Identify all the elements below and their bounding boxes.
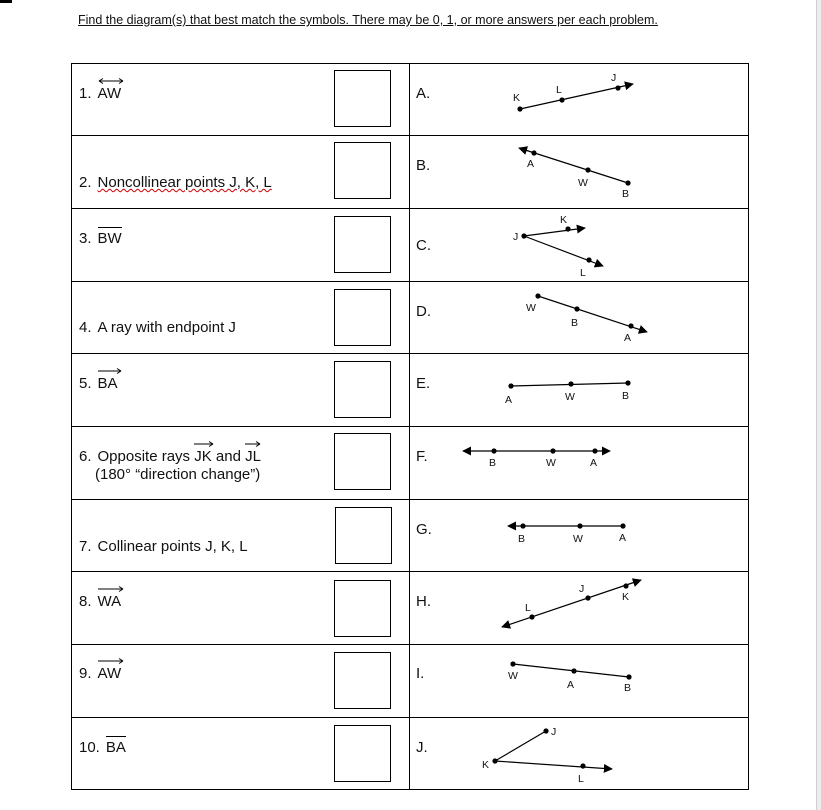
answer-box-7[interactable] (335, 507, 392, 564)
point-label: W (565, 391, 575, 403)
ray-arrow-icon (98, 658, 124, 664)
ray-symbol: JL (245, 448, 261, 466)
ray-symbol: JK (194, 448, 212, 466)
problem-9: 9. AW (79, 665, 121, 683)
point-label: A (527, 158, 535, 170)
point-label: J (513, 231, 519, 243)
segment-symbol: BA (106, 739, 126, 757)
point-label: B (489, 457, 497, 469)
problem-6: 6. Opposite rays JK and JL (79, 448, 261, 466)
ray-symbol: WA (98, 593, 122, 611)
problem-2: 2. Noncollinear points J, K, L (79, 174, 272, 191)
point-label: L (580, 267, 586, 279)
answer-box-2[interactable] (334, 142, 391, 199)
page-edge (816, 0, 821, 810)
answer-box-5[interactable] (334, 361, 391, 418)
point-label: B (622, 188, 630, 200)
ray-arrow-icon (194, 441, 214, 447)
choice-letter-b: B. (416, 157, 431, 174)
answer-box-8[interactable] (334, 580, 391, 637)
segment-symbol: BW (98, 230, 122, 248)
point-label: W (573, 533, 583, 545)
choice-letter-i: I. (416, 665, 425, 682)
choice-letter-a: A. (416, 85, 431, 102)
point-label: A (567, 679, 575, 691)
point-label: A (624, 332, 632, 344)
point-label: L (556, 84, 562, 96)
diagram-h (502, 580, 641, 627)
double-arrow-icon (98, 78, 124, 84)
point-label: B (571, 317, 579, 329)
diagram-i (508, 661, 632, 694)
point-label: A (619, 532, 627, 544)
diagram-c (513, 214, 603, 279)
point-label: A (505, 394, 513, 406)
point-label: B (622, 390, 630, 402)
geometry-diagrams (410, 63, 749, 790)
problem-7: 7. Collinear points J, K, L (79, 538, 248, 555)
diagram-e (505, 380, 631, 406)
choice-letter-d: D. (416, 303, 431, 320)
diagram-d (526, 293, 647, 344)
point-label: J (551, 726, 557, 738)
page-corner-mark (0, 0, 12, 3)
instructions-text: Find the diagram(s) that best match the symbols. There may be 0, 1, or more answers per each problem. (78, 13, 658, 27)
point-label: L (525, 602, 531, 614)
ray-arrow-icon (98, 586, 124, 592)
point-label: B (624, 682, 632, 694)
point-label: A (590, 457, 598, 469)
choice-letter-j: J. (416, 739, 428, 756)
problem-4: 4. A ray with endpoint J (79, 319, 236, 336)
diagram-a (513, 72, 633, 112)
diagram-g (508, 523, 626, 545)
diagram-f (463, 448, 610, 469)
point-label: J (579, 583, 585, 595)
problem-1: 1. AW (79, 85, 121, 103)
point-label: K (622, 591, 630, 603)
choice-letter-g: G. (416, 521, 432, 538)
choice-letter-e: E. (416, 375, 431, 392)
answer-box-10[interactable] (334, 725, 391, 782)
line-symbol: AW (98, 85, 122, 103)
answer-box-1[interactable] (334, 70, 391, 127)
point-label: K (482, 759, 490, 771)
answer-box-4[interactable] (334, 289, 391, 346)
point-label: B (518, 533, 526, 545)
ray-symbol: BA (98, 375, 118, 393)
choice-letter-c: C. (416, 237, 431, 254)
diagram-b (519, 148, 631, 200)
problem-8: 8. WA (79, 593, 121, 611)
point-label: W (508, 670, 518, 682)
point-label: W (526, 302, 536, 314)
answer-box-3[interactable] (334, 216, 391, 273)
problem-3: 3. BW (79, 230, 122, 248)
answer-box-6[interactable] (334, 433, 391, 490)
ray-arrow-icon (98, 368, 122, 374)
choice-letter-h: H. (416, 593, 431, 610)
problem-10: 10. BA (79, 739, 126, 757)
point-label: K (560, 214, 568, 226)
point-label: J (611, 72, 617, 84)
answer-box-9[interactable] (334, 652, 391, 709)
ray-arrow-icon (245, 441, 261, 447)
diagram-j (482, 726, 612, 785)
choice-letter-f: F. (416, 448, 428, 465)
point-label: W (578, 177, 588, 189)
point-label: W (546, 457, 556, 469)
problem-5: 5. BA (79, 375, 118, 393)
point-label: K (513, 92, 521, 104)
problem-6-line2: (180° “direction change”) (95, 466, 261, 483)
point-label: L (578, 773, 584, 785)
ray-symbol: AW (98, 665, 122, 683)
